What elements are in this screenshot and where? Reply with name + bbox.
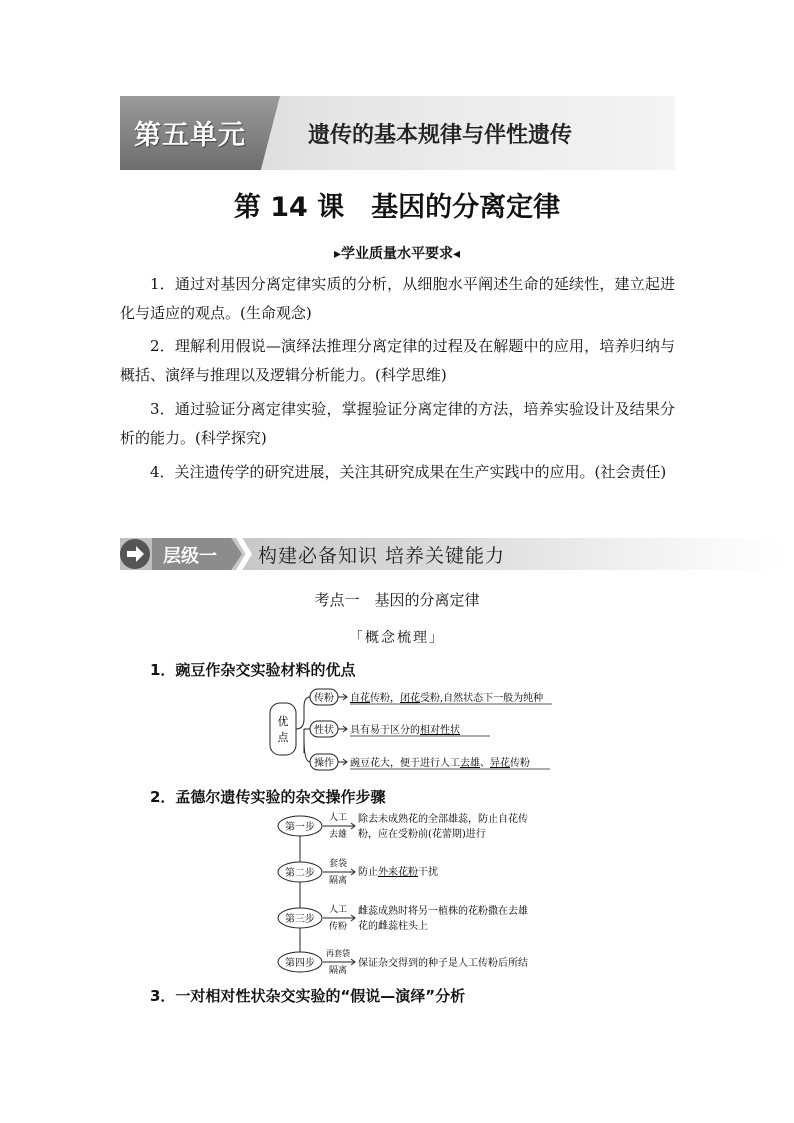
lesson-title: 第 14 课 基因的分离定律 <box>233 192 561 223</box>
step-description: 保证杂交得到的种子是人工传粉后所结 <box>358 958 528 969</box>
step-label: 第一步 <box>285 822 315 833</box>
step-label: 第二步 <box>285 868 315 879</box>
unit-tag-text: 第五单元 <box>134 120 246 151</box>
unit-title: 遗传的基本规律与伴性遗传 <box>308 122 573 148</box>
step-operation: 隔离 <box>328 966 348 976</box>
kaodian-title: 考点一 基因的分离定律 <box>314 591 480 609</box>
step-operation: 再套袋 <box>326 949 350 958</box>
step-operation: 隔离 <box>328 876 348 886</box>
step-description: 除去未成熟花的全部雄蕊，防止自花传 <box>358 814 528 825</box>
step-operation: 人工 <box>328 905 348 915</box>
diagram-root-char: 点 <box>277 731 289 744</box>
step-label: 第四步 <box>285 958 315 969</box>
diagram-root-char: 优 <box>277 715 289 728</box>
step-description: 雌蕊成熟时将另一植株的花粉撒在去雄 <box>358 906 528 917</box>
requirements-heading: ▸学业质量水平要求◂ <box>333 246 461 262</box>
level-tag-text: 层级一 <box>163 546 217 567</box>
step-operation: 去雄 <box>328 830 348 840</box>
steps-diagram <box>270 810 560 976</box>
branch-description: 自花传粉，闭花受粉,自然状态下一般为纯种 <box>350 693 544 704</box>
section-title: 3．一对相对性状杂交实验的“假说—演绎”分析 <box>150 987 466 1005</box>
branch-description: 具有易于区分的相对性状 <box>350 725 460 736</box>
section-title: 2．孟德尔遗传实验的杂交操作步骤 <box>150 788 386 806</box>
step-description: 防止外来花粉干扰 <box>358 867 438 878</box>
requirement-item: 4．关注遗传学的研究进展，关注其研究成果在生产实践中的应用。(社会责任) <box>150 463 667 481</box>
requirement-item: 2．理解利用假说—演绎法推理分离定律的过程及在解题中的应用，培养归纳与概括、演绎与推理以及逻辑分析能力。(科学思维) <box>120 337 675 384</box>
level-banner-text: 构建必备知识 培养关键能力 <box>258 545 506 567</box>
step-label: 第三步 <box>285 914 315 925</box>
concept-heading: 「概念梳理」 <box>349 630 445 646</box>
branch-label: 性状 <box>314 725 334 736</box>
branch-description: 豌豆花大，便于进行人工去雄、异花传粉 <box>350 758 530 769</box>
step-description: 花的雌蕊柱头上 <box>358 921 428 932</box>
step-description: 粉，应在受粉前(花蕾期)进行 <box>358 829 486 840</box>
step-operation: 套袋 <box>328 859 348 869</box>
arrow-right-icon <box>120 539 150 569</box>
section-title: 1．豌豆作杂交实验材料的优点 <box>150 661 356 679</box>
requirement-item: 3．通过验证分离定律实验，掌握验证分离定律的方法，培养实验设计及结果分析的能力。(科学探究) <box>120 400 675 447</box>
branch-label: 传粉 <box>314 693 334 704</box>
step-operation: 人工 <box>328 813 348 823</box>
advantages-diagram <box>260 683 580 779</box>
step-operation: 传粉 <box>328 922 348 932</box>
requirement-item: 1．通过对基因分离定律实质的分析，从细胞水平阐述生命的延续性，建立起进化与适应的观点。(生命观念) <box>120 275 675 322</box>
branch-label: 操作 <box>314 758 334 769</box>
